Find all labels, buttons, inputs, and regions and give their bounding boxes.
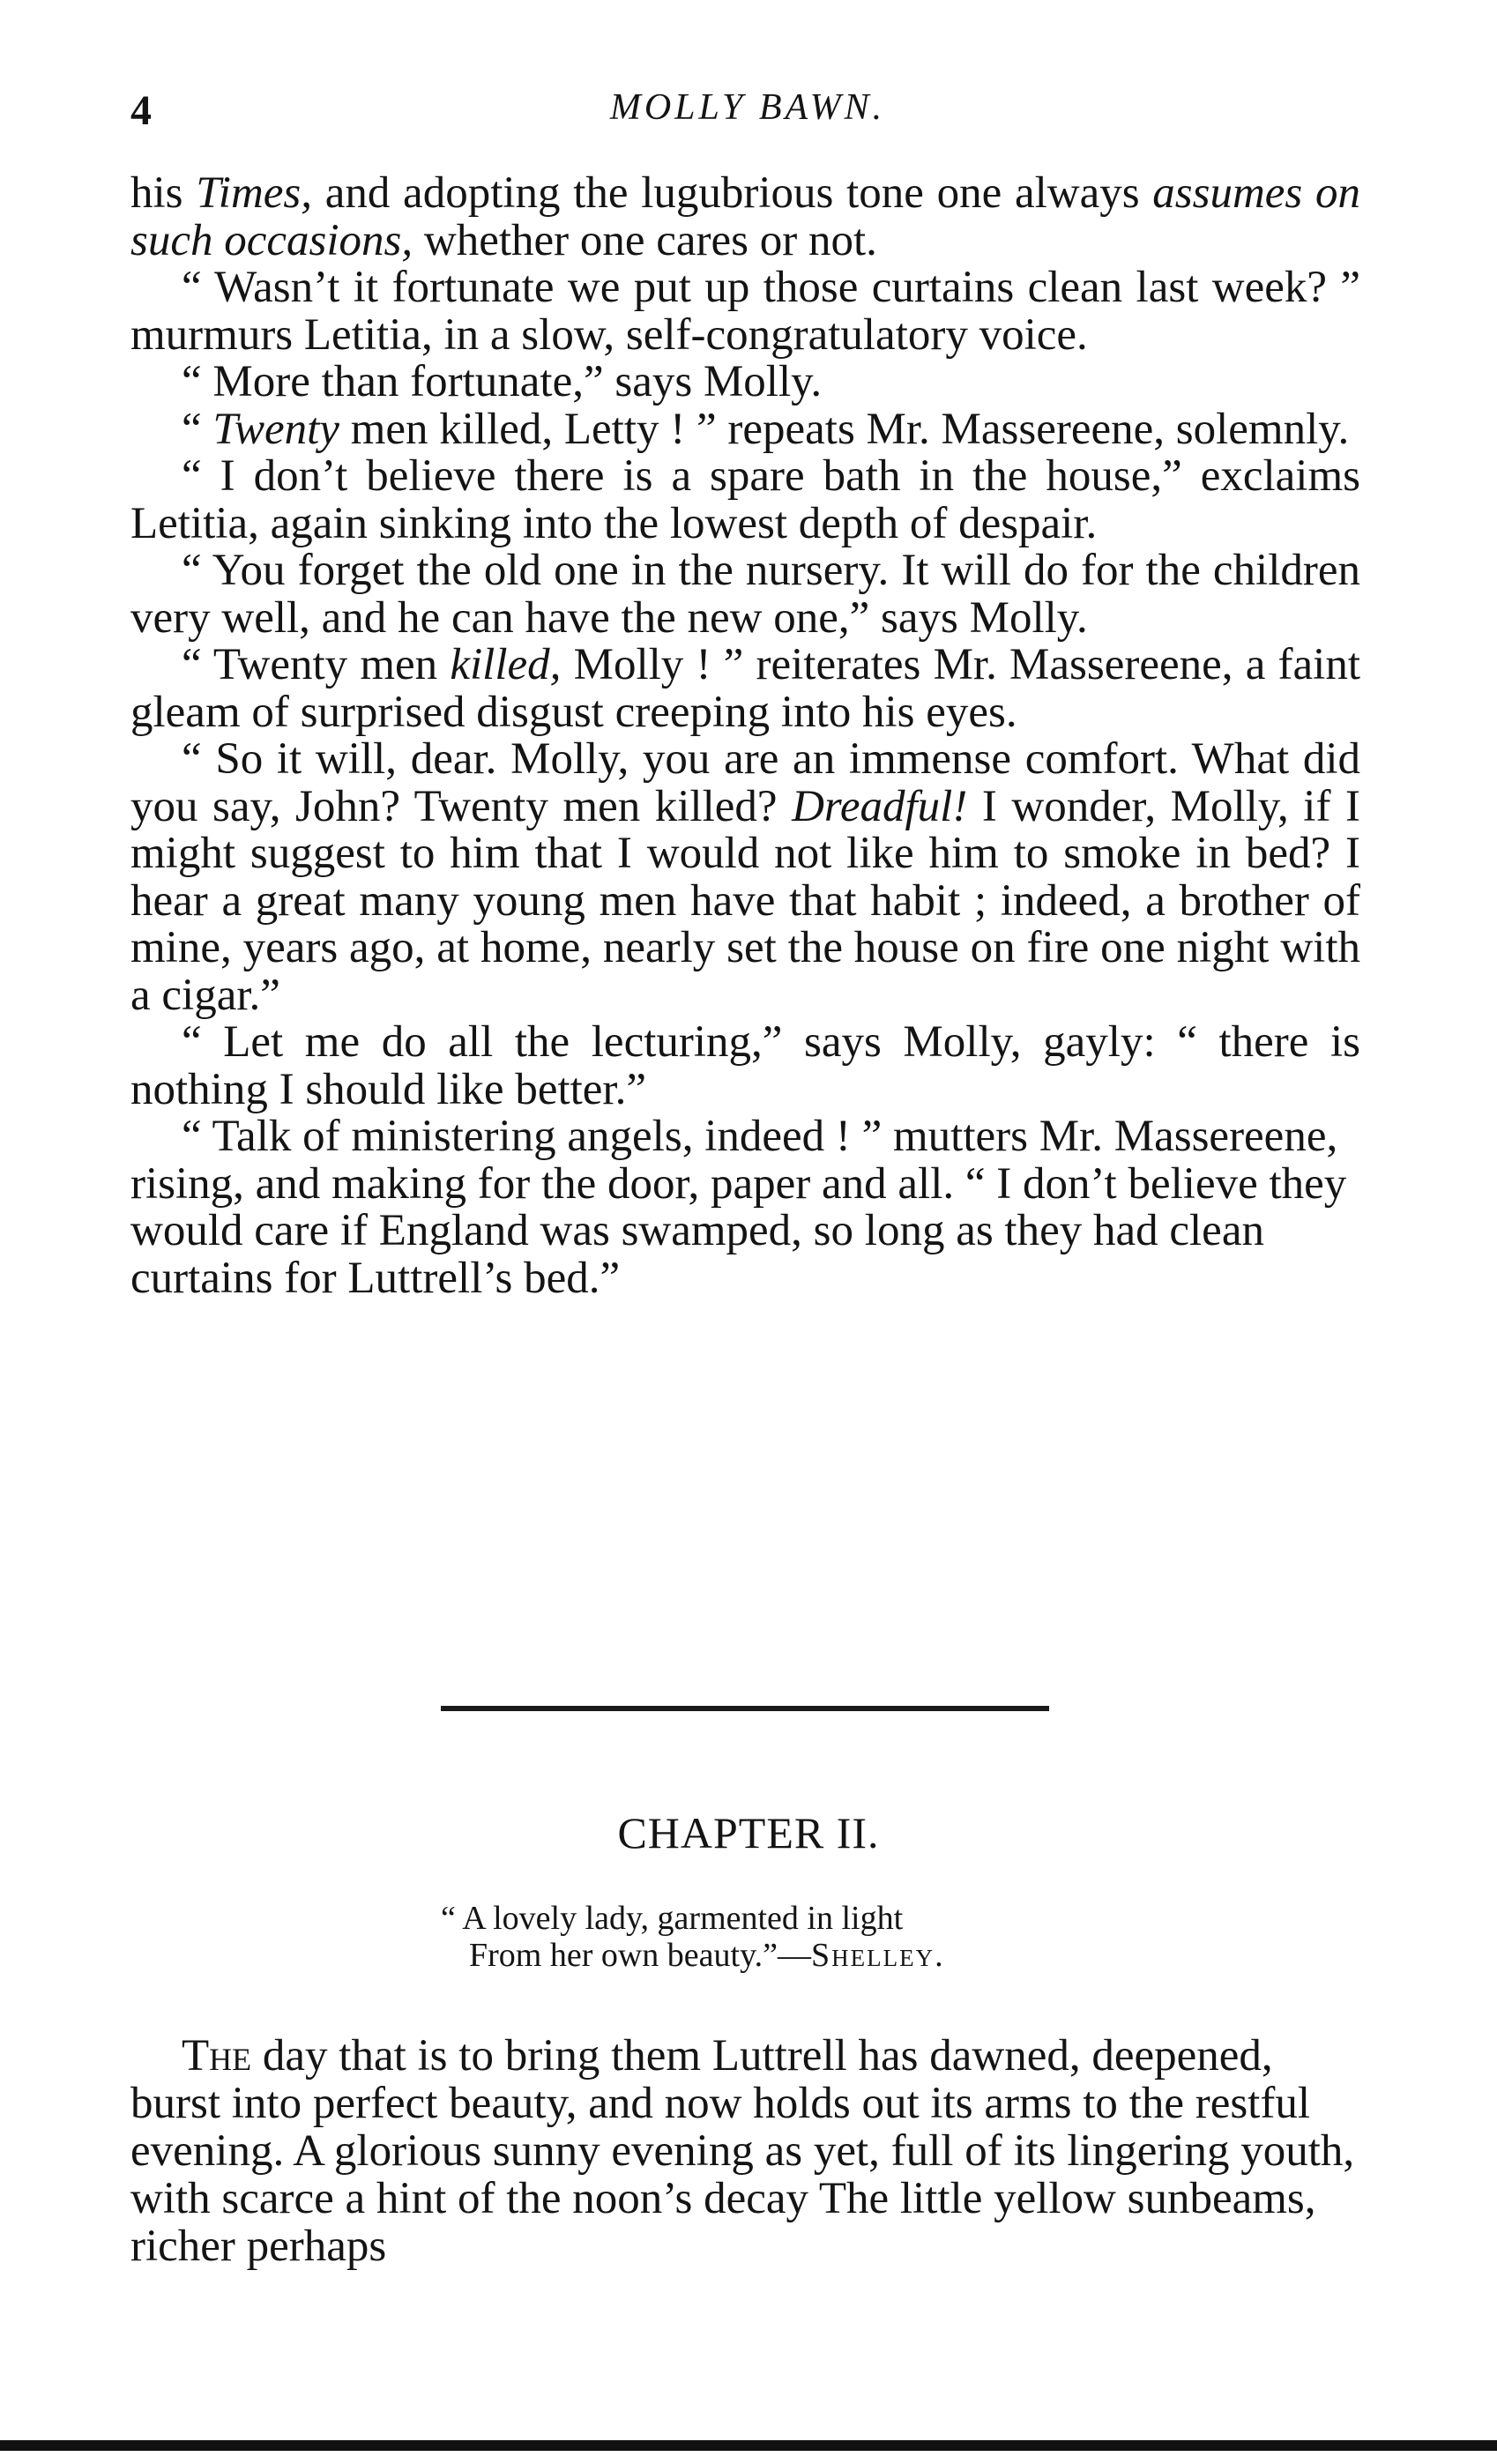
- italic-text: Twenty: [212, 404, 339, 454]
- running-head-title: MOLLY BAWN.: [609, 87, 886, 128]
- page-number: 4: [130, 87, 152, 134]
- chapter-opening-text: day that is to bring them Luttrell has dawned, deepened, burst into perfect beauty, and now holds out its arms to the restful evening. A glorious sunny evening as yet, full of its lingering youth, with scarce a hint of the noon’s decay The little yellow sunbeams, richer perhaps: [130, 2031, 1355, 2271]
- epigraph: [441, 1900, 1146, 1974]
- paragraph: [130, 264, 1360, 359]
- chapter-lead-word: The: [182, 2031, 252, 2081]
- text-run: I wonder, Molly, if I might suggest to him that I would not like him to smoke in bed? I hear a great many young men have that habit ; indeed, a brother of mine, years ago, at home, nearly set the house on fire one night with a cigar.”: [130, 781, 1360, 1020]
- text-run: “ I don’t believe there is a spare bath in the house,” exclaims Letitia, again sinking into the lowest depth of despair.: [130, 451, 1360, 548]
- paragraph: [130, 547, 1360, 642]
- text-run: “ Twenty men: [182, 640, 451, 689]
- epigraph-author: Shelley.: [811, 1937, 945, 1974]
- page-bottom-edge: [0, 2440, 1497, 2451]
- chapter-heading: CHAPTER II.: [617, 1808, 880, 1857]
- running-head: [130, 86, 1365, 139]
- body-text: [130, 170, 1360, 1302]
- section-divider: [441, 1706, 1049, 1711]
- paragraph: [130, 642, 1360, 736]
- text-run: “ Wasn’t it fortunate we put up those curtains clean last week? ” murmurs Letitia, in a slow, self-congratulatory voice.: [130, 263, 1360, 360]
- epigraph-line-2: [441, 1937, 1146, 1974]
- chapter-body: [130, 2032, 1360, 2270]
- paragraph: [130, 1019, 1360, 1113]
- epigraph-line-1: “ A lovely lady, garmented in light: [441, 1900, 904, 1937]
- paragraph: [130, 359, 1360, 406]
- text-run: “ Let me do all the lecturing,” says Molly, gayly: “ there is nothing I should like better.”: [130, 1017, 1360, 1114]
- text-run: “ So it will, dear. Molly, you are an immense comfort. What did you say, John? Twenty men killed?: [130, 734, 1360, 831]
- text-run: men killed, Letty ! ” repeats Mr. Massereene, solemnly.: [339, 404, 1350, 454]
- italic-text: assumes on such occasions,: [130, 168, 1360, 265]
- paragraph: [130, 170, 1360, 264]
- paragraph: [130, 1113, 1360, 1302]
- text-run: “ You forget the old one in the nursery. It will do for the children very well, and he can have the new one,” says Molly.: [130, 546, 1360, 643]
- paragraph: [130, 453, 1360, 547]
- paragraph: [130, 406, 1360, 454]
- text-run: whether one cares or not.: [413, 215, 877, 265]
- text-run: his: [130, 168, 197, 218]
- text-run: and adopting the lugubrious tone one always: [312, 168, 1153, 218]
- italic-text: Dreadful!: [792, 781, 968, 831]
- text-run: Molly ! ” reiterates Mr. Massereene, a faint gleam of surprised disgust creeping into his eyes.: [130, 640, 1360, 737]
- text-run: “: [182, 404, 213, 454]
- italic-text: Times,: [196, 168, 313, 218]
- epigraph-text: From her own beauty.”—: [469, 1937, 811, 1974]
- italic-text: killed,: [450, 640, 562, 689]
- chapter-opening-paragraph: [130, 2032, 1360, 2270]
- text-run: “ More than fortunate,” says Molly.: [182, 357, 823, 406]
- paragraph: [130, 736, 1360, 1019]
- text-run: “ Talk of ministering angels, indeed ! ” mutters Mr. Massereene, rising, and making for the door, paper and all. “ I don’t believe they would care if England was swamped, so long as they had clean curtains for Luttrell’s bed.”: [130, 1112, 1347, 1303]
